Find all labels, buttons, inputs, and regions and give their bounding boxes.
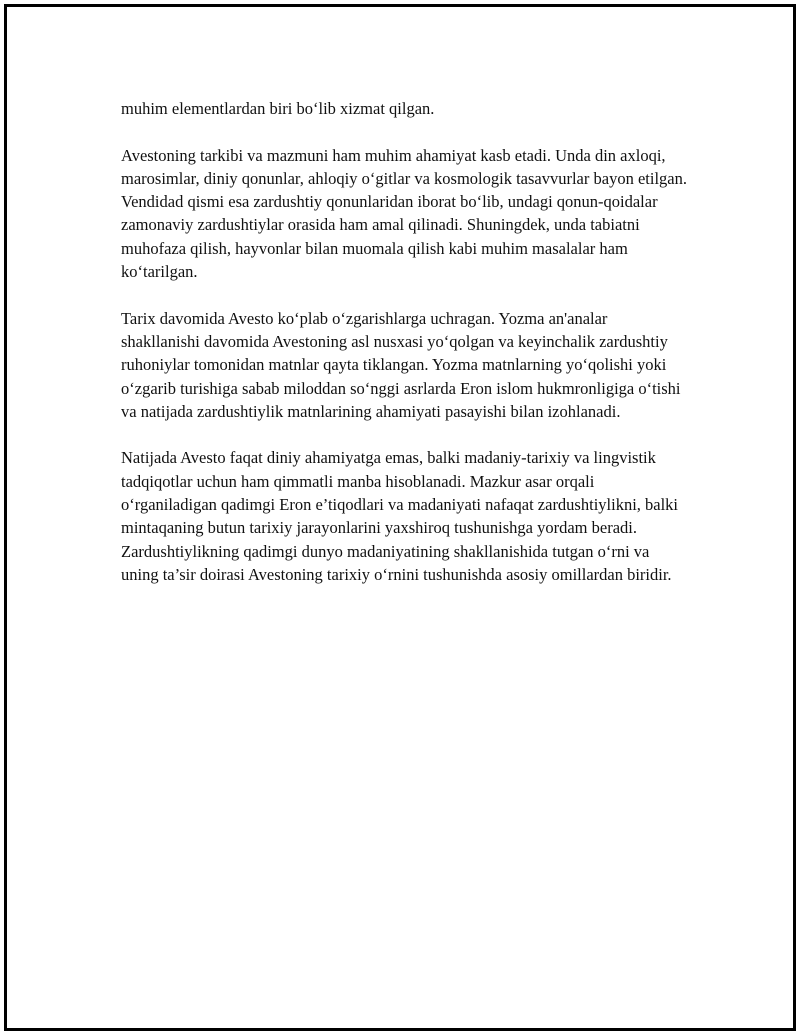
paragraph-4: Natijada Avesto faqat diniy ahamiyatga emas, balki madaniy-tarixiy va lingvistik tadqiqotlar uchun ham qimmatli manba hisoblanadi. Mazkur asar orqali o‘rganiladigan qadimgi Eron e’tiqodlari va madaniyati nafaqat zardushtiylikni, balki mintaqaning butun tarixiy jarayonlarini yaxshiroq tushunishga yordam beradi. Zardushtiylikning qadimgi dunyo madaniyatining shakllanishida tutgan o‘rni va uning ta’sir doirasi Avestoning tarixiy o‘rnini tushunishda asosiy omillardan biridir.	[121, 448, 679, 584]
paragraph-2: Avestoning tarkibi va mazmuni ham muhim ahamiyat kasb etadi. Unda din axloqi, marosimlar, diniy qonunlar, ahloqiy o‘gitlar va kosmologik tasavvurlar bayon etilgan. Vendidad qismi esa zardushtiy qonunlaridan iborat bo‘lib, undagi qonun-qoidalar zamonaviy zardushtiylar orasida ham amal qilinadi. Shuningdek, unda tabiatni muhofaza qilish, hayvonlar bilan muomala qilish kabi muhim masalalar ham ko‘tarilgan.	[121, 145, 687, 282]
page-frame	[4, 4, 796, 1031]
paragraph-1: muhim elementlardan biri bo‘lib xizmat qilgan.	[121, 99, 435, 118]
document-body	[121, 97, 689, 610]
paragraph-3: Tarix davomida Avesto ko‘plab o‘zgarishlarga uchragan. Yozma an'analar shakllanishi davomida Avestoning asl nusxasi yo‘qolgan va keyinchalik zardushtiy ruhoniylar tomonidan matnlar qayta tiklangan. Yozma matnlarning yo‘qolishi yoki o‘zgarib turishiga sabab miloddan so‘nggi asrlarda Eron islom hukmronligiga o‘tishi va natijada zardushtiylik matnlarining ahamiyati pasayishi bilan izohlanadi.	[121, 308, 681, 421]
